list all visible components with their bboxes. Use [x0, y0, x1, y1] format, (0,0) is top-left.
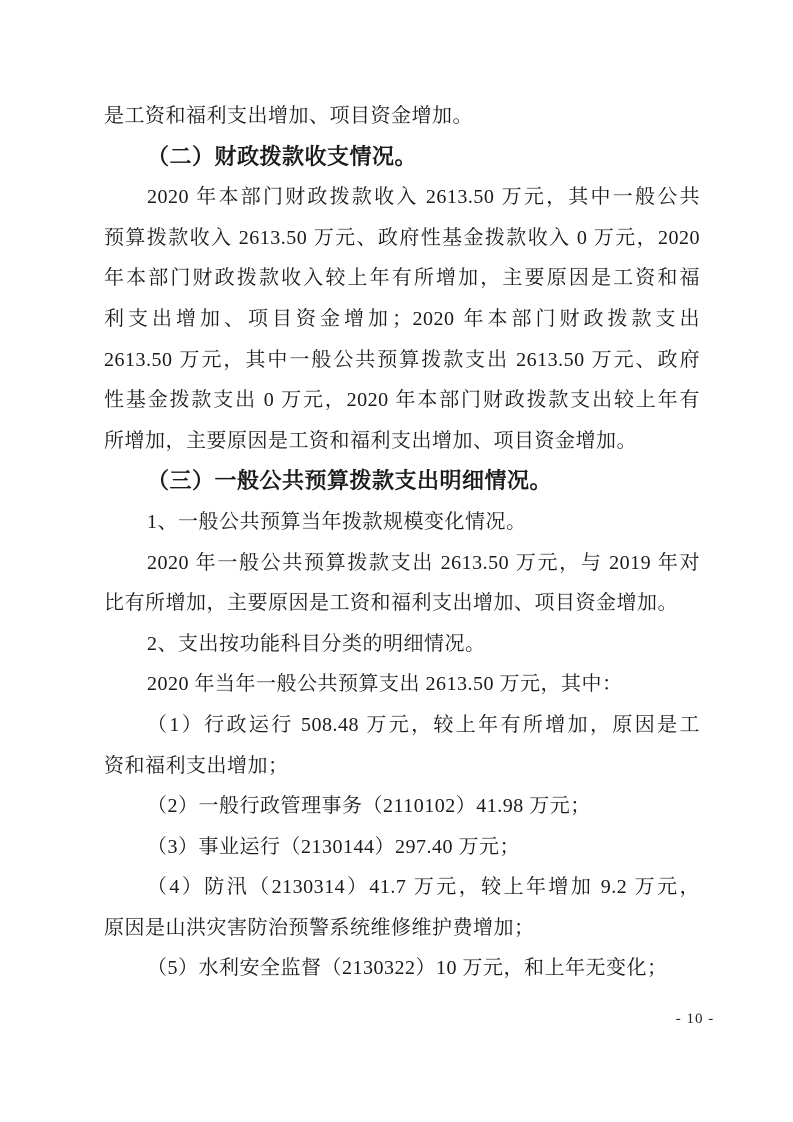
text-line: （5）水利安全监督（2130322）10 万元，和上年无变化； — [147, 957, 668, 980]
section-heading-two: （二）财政拨款收支情况。 — [147, 143, 418, 169]
text-line: 2020 年当年一般公共预算支出 2613.50 万元，其中： — [147, 673, 623, 696]
text-line: 预算拨款收入 2613.50 万元、政府性基金拨款收入 0 万元，2020 — [104, 226, 700, 249]
text-line: 2020 年一般公共预算拨款支出 2613.50 万元，与 2019 年对 — [147, 551, 700, 574]
text-line: 2、支出按功能科目分类的明细情况。 — [147, 632, 486, 655]
text-line: 2020 年本部门财政拨款收入 2613.50 万元，其中一般公共 — [147, 186, 700, 209]
text-line: 年本部门财政拨款收入较上年有所增加，主要原因是工资和福 — [104, 267, 700, 290]
text-line: 2613.50 万元，其中一般公共预算拨款支出 2613.50 万元、政府 — [104, 348, 700, 371]
text-line: 是工资和福利支出增加、项目资金增加。 — [104, 105, 473, 127]
text-line: 比有所增加，主要原因是工资和福利支出增加、项目资金增加。 — [104, 592, 678, 615]
document-body — [104, 96, 700, 989]
text-line: 1、一般公共预算当年拨款规模变化情况。 — [147, 510, 527, 533]
text-line: （3）事业运行（2130144）297.40 万元； — [147, 835, 520, 858]
text-line: （2）一般行政管理事务（2110102）41.98 万元； — [147, 795, 591, 818]
text-line: 利支出增加、项目资金增加；2020 年本部门财政拨款支出 — [104, 307, 700, 330]
text-line: 原因是山洪灾害防治预警系统维修维护费增加； — [104, 916, 535, 939]
section-heading-three: （三）一般公共预算拨款支出明细情况。 — [147, 468, 553, 494]
text-line: 所增加，主要原因是工资和福利支出增加、项目资金增加。 — [104, 429, 637, 452]
text-line: 资和福利支出增加； — [104, 754, 289, 777]
page-number: - 10 - — [675, 1011, 715, 1027]
text-line: （1）行政运行 508.48 万元，较上年有所增加，原因是工 — [147, 713, 700, 736]
text-line: （4）防汛（2130314）41.7 万元，较上年增加 9.2 万元， — [147, 876, 700, 899]
text-line: 性基金拨款支出 0 万元，2020 年本部门财政拨款支出较上年有 — [104, 389, 700, 412]
